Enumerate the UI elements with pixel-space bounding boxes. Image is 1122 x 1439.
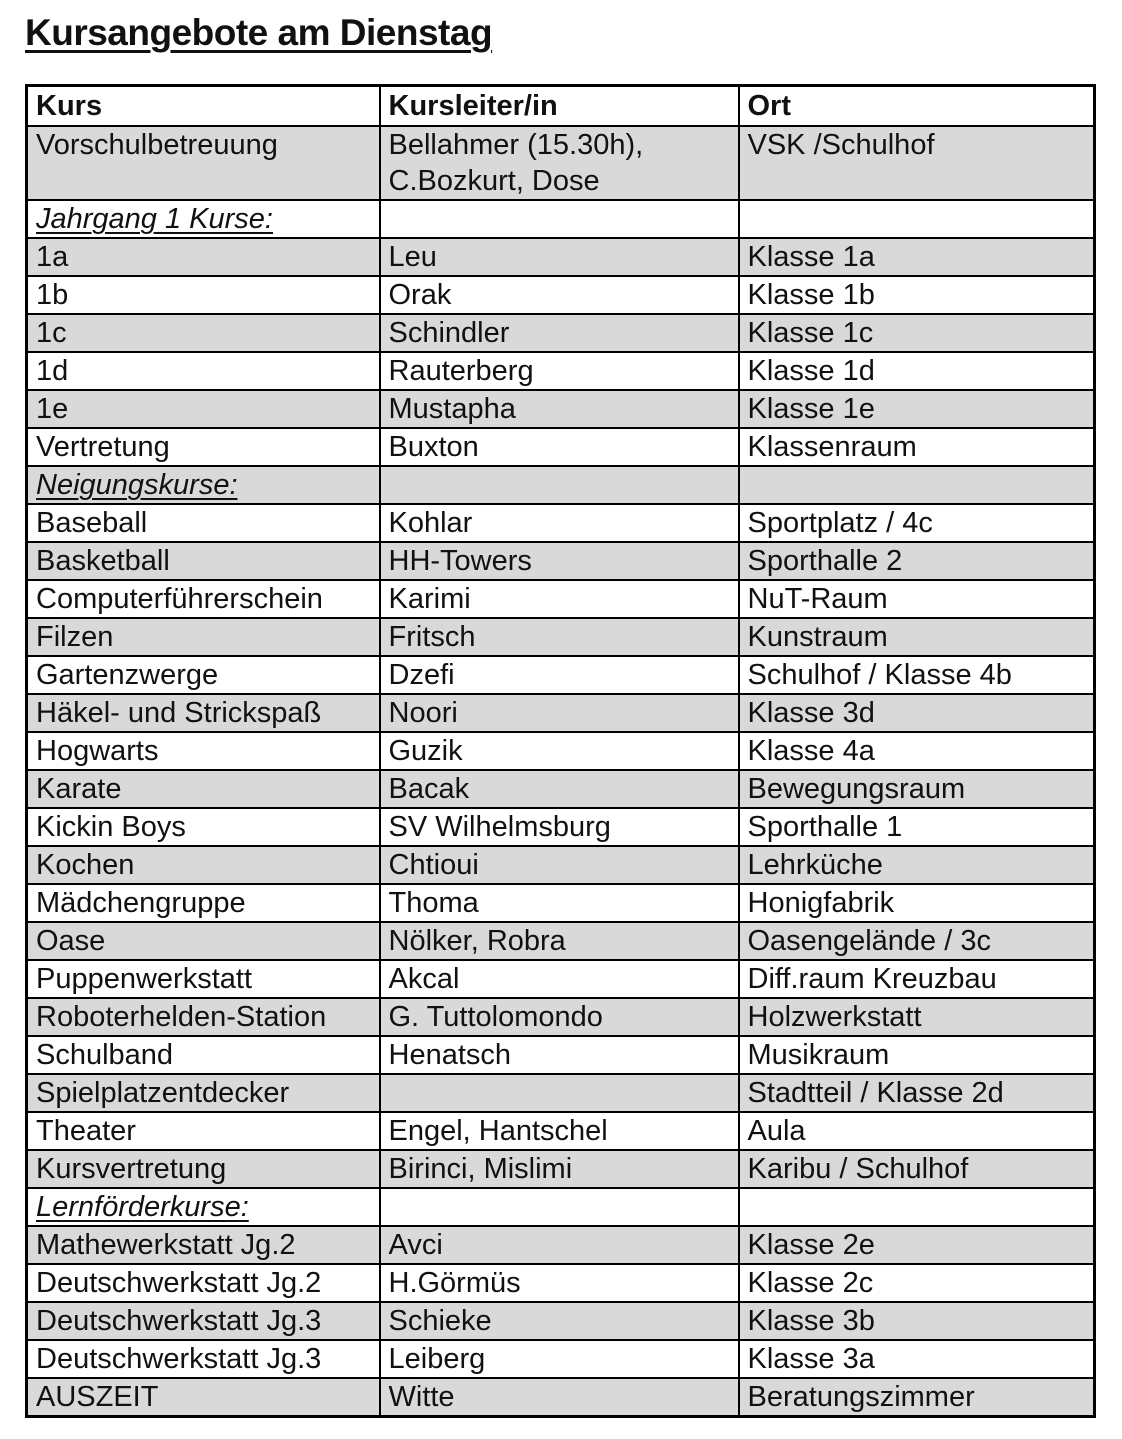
ort-cell: Sporthalle 2	[739, 542, 1095, 580]
ort-cell: Stadtteil / Klasse 2d	[739, 1074, 1095, 1112]
table-row	[27, 390, 1095, 428]
kursleiter-cell: Rauterberg	[380, 352, 739, 390]
kursleiter-cell: Schindler	[380, 314, 739, 352]
kurs-cell: Deutschwerkstatt Jg.3	[27, 1302, 380, 1340]
ort-cell: Klasse 2e	[739, 1226, 1095, 1264]
table-row	[27, 1074, 1095, 1112]
kurs-cell: 1d	[27, 352, 380, 390]
kurs-cell	[27, 466, 380, 504]
table-row	[27, 1112, 1095, 1150]
kurs-cell: Karate	[27, 770, 380, 808]
table-row	[27, 542, 1095, 580]
kursleiter-cell: Leiberg	[380, 1340, 739, 1378]
kursleiter-cell: H.Görmüs	[380, 1264, 739, 1302]
section-row	[27, 466, 1095, 504]
kursleiter-cell	[380, 200, 739, 238]
kurs-cell: Vertretung	[27, 428, 380, 466]
kursleiter-cell: SV Wilhelmsburg	[380, 808, 739, 846]
kursleiter-cell: Buxton	[380, 428, 739, 466]
kursleiter-cell: Fritsch	[380, 618, 739, 656]
section-label: Neigungskurse:	[36, 469, 238, 501]
kurs-cell: Deutschwerkstatt Jg.2	[27, 1264, 380, 1302]
kurs-cell: Kursvertretung	[27, 1150, 380, 1188]
table-row	[27, 1264, 1095, 1302]
kurs-cell: Gartenzwerge	[27, 656, 380, 694]
kurs-cell: Theater	[27, 1112, 380, 1150]
kursleiter-cell	[380, 1188, 739, 1226]
kursleiter-cell: Mustapha	[380, 390, 739, 428]
kursleiter-cell: Chtioui	[380, 846, 739, 884]
course-table-head	[27, 86, 1095, 127]
ort-cell: Holzwerkstatt	[739, 998, 1095, 1036]
header-row	[27, 86, 1095, 127]
table-row	[27, 656, 1095, 694]
kursleiter-cell: Nölker, Robra	[380, 922, 739, 960]
ort-cell: Klasse 1b	[739, 276, 1095, 314]
table-row	[27, 770, 1095, 808]
ort-cell: Musikraum	[739, 1036, 1095, 1074]
kurs-cell: Schulband	[27, 1036, 380, 1074]
kursleiter-cell: Orak	[380, 276, 739, 314]
table-row	[27, 960, 1095, 998]
kurs-cell: Puppenwerkstatt	[27, 960, 380, 998]
table-row	[27, 998, 1095, 1036]
kursleiter-cell: Noori	[380, 694, 739, 732]
section-row	[27, 1188, 1095, 1226]
kurs-cell: Kickin Boys	[27, 808, 380, 846]
kursleiter-cell: Thoma	[380, 884, 739, 922]
ort-cell: Sporthalle 1	[739, 808, 1095, 846]
kurs-cell: Hogwarts	[27, 732, 380, 770]
kursleiter-column-header: Kursleiter/in	[380, 86, 739, 127]
table-row	[27, 428, 1095, 466]
table-row	[27, 846, 1095, 884]
kursleiter-cell: Bacak	[380, 770, 739, 808]
ort-cell: Klasse 2c	[739, 1264, 1095, 1302]
kursleiter-cell: Akcal	[380, 960, 739, 998]
kurs-cell: Kochen	[27, 846, 380, 884]
ort-cell: VSK /Schulhof	[739, 126, 1095, 200]
kurs-cell: 1a	[27, 238, 380, 276]
ort-cell: Klasse 3a	[739, 1340, 1095, 1378]
ort-cell: Kunstraum	[739, 618, 1095, 656]
kursleiter-cell: Engel, Hantschel	[380, 1112, 739, 1150]
kursleiter-cell: Schieke	[380, 1302, 739, 1340]
table-row	[27, 732, 1095, 770]
kurs-cell: Oase	[27, 922, 380, 960]
ort-cell	[739, 200, 1095, 238]
table-row	[27, 618, 1095, 656]
kursleiter-cell: Avci	[380, 1226, 739, 1264]
ort-cell: Klasse 1c	[739, 314, 1095, 352]
course-table-wrap	[25, 84, 1122, 1418]
kursleiter-cell	[380, 1074, 739, 1112]
kurs-cell	[27, 1188, 380, 1226]
table-row	[27, 1150, 1095, 1188]
kurs-cell: Basketball	[27, 542, 380, 580]
ort-cell: Klasse 1a	[739, 238, 1095, 276]
table-row	[27, 504, 1095, 542]
table-row	[27, 1036, 1095, 1074]
kurs-cell: Häkel- und Strickspaß	[27, 694, 380, 732]
table-row	[27, 808, 1095, 846]
ort-cell: Sportplatz / 4c	[739, 504, 1095, 542]
kursleiter-cell: Leu	[380, 238, 739, 276]
table-row	[27, 694, 1095, 732]
kursleiter-cell: Guzik	[380, 732, 739, 770]
kurs-cell: Spielplatzentdecker	[27, 1074, 380, 1112]
table-row	[27, 276, 1095, 314]
table-row	[27, 1378, 1095, 1417]
kursleiter-cell: Birinci, Mislimi	[380, 1150, 739, 1188]
table-row	[27, 1340, 1095, 1378]
ort-column-header: Ort	[739, 86, 1095, 127]
page-title-text: Kursangebote am Dienstag	[25, 12, 493, 53]
kursleiter-cell: G. Tuttolomondo	[380, 998, 739, 1036]
table-row	[27, 922, 1095, 960]
table-row	[27, 314, 1095, 352]
table-row	[27, 580, 1095, 618]
ort-cell: Bewegungsraum	[739, 770, 1095, 808]
page-title	[0, 0, 1122, 55]
kurs-cell: Mädchengruppe	[27, 884, 380, 922]
kurs-cell: Mathewerkstatt Jg.2	[27, 1226, 380, 1264]
kurs-cell: Computerführerschein	[27, 580, 380, 618]
kurs-column-header: Kurs	[27, 86, 380, 127]
kursleiter-cell: Kohlar	[380, 504, 739, 542]
ort-cell	[739, 1188, 1095, 1226]
ort-cell: Diff.raum Kreuzbau	[739, 960, 1095, 998]
kursleiter-cell: Bellahmer (15.30h), C.Bozkurt, Dose	[380, 126, 739, 200]
kursleiter-cell: Witte	[380, 1378, 739, 1417]
table-row	[27, 352, 1095, 390]
ort-cell: Lehrküche	[739, 846, 1095, 884]
ort-cell: Karibu / Schulhof	[739, 1150, 1095, 1188]
ort-cell: Honigfabrik	[739, 884, 1095, 922]
kurs-cell: Roboterhelden-Station	[27, 998, 380, 1036]
table-row	[27, 1226, 1095, 1264]
ort-cell: Klasse 3b	[739, 1302, 1095, 1340]
section-label: Jahrgang 1 Kurse:	[36, 203, 273, 235]
kurs-cell: Vorschulbetreuung	[27, 126, 380, 200]
kursleiter-cell: HH-Towers	[380, 542, 739, 580]
ort-cell: Klasse 1e	[739, 390, 1095, 428]
course-table-body	[27, 126, 1095, 1417]
kursleiter-cell: Karimi	[380, 580, 739, 618]
ort-cell: Schulhof / Klasse 4b	[739, 656, 1095, 694]
kurs-cell: 1c	[27, 314, 380, 352]
table-row	[27, 126, 1095, 200]
kursleiter-cell	[380, 466, 739, 504]
ort-cell	[739, 466, 1095, 504]
ort-cell: Beratungszimmer	[739, 1378, 1095, 1417]
ort-cell: Klasse 4a	[739, 732, 1095, 770]
kurs-cell: AUSZEIT	[27, 1378, 380, 1417]
table-row	[27, 1302, 1095, 1340]
ort-cell: Oasengelände / 3c	[739, 922, 1095, 960]
kursleiter-cell: Henatsch	[380, 1036, 739, 1074]
ort-cell: Klasse 3d	[739, 694, 1095, 732]
ort-cell: Aula	[739, 1112, 1095, 1150]
kurs-cell: Baseball	[27, 504, 380, 542]
kurs-cell	[27, 200, 380, 238]
kurs-cell: 1e	[27, 390, 380, 428]
kurs-cell: 1b	[27, 276, 380, 314]
course-table	[25, 84, 1096, 1418]
kursleiter-cell: Dzefi	[380, 656, 739, 694]
ort-cell: Klassenraum	[739, 428, 1095, 466]
kurs-cell: Filzen	[27, 618, 380, 656]
kurs-cell: Deutschwerkstatt Jg.3	[27, 1340, 380, 1378]
ort-cell: Klasse 1d	[739, 352, 1095, 390]
section-row	[27, 200, 1095, 238]
ort-cell: NuT-Raum	[739, 580, 1095, 618]
table-row	[27, 884, 1095, 922]
table-row	[27, 238, 1095, 276]
section-label: Lernförderkurse:	[36, 1191, 249, 1223]
